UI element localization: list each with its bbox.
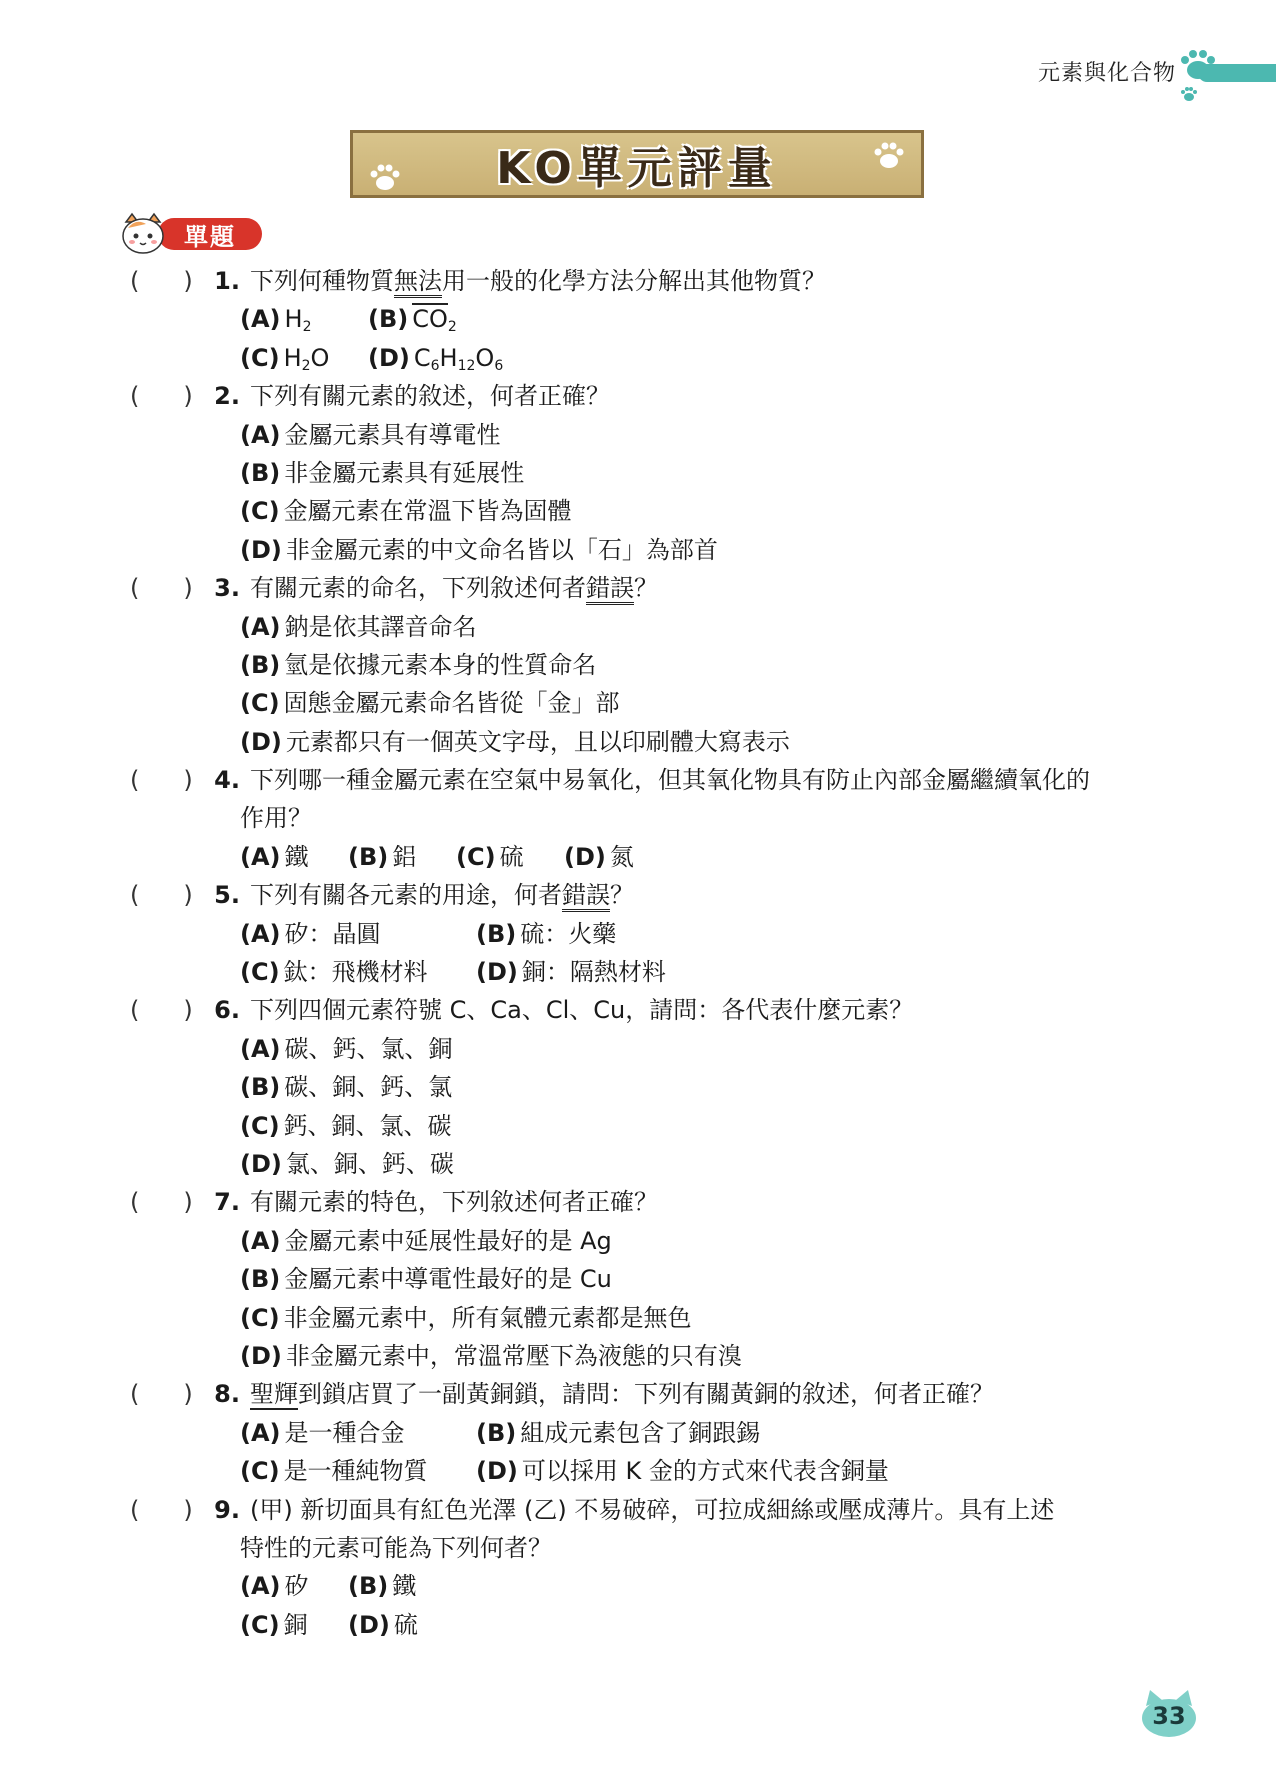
chapter-title: 元素與化合物 bbox=[1037, 61, 1176, 86]
option-a[interactable]: (A) 金屬元素具有導電性 bbox=[240, 420, 501, 449]
question-number: 8. bbox=[214, 1380, 240, 1409]
answer-blank[interactable]: ( ) bbox=[130, 766, 193, 795]
option-b[interactable]: (B) 非金屬元素具有延展性 bbox=[240, 458, 525, 487]
question-number: 3. bbox=[214, 574, 240, 603]
option-d[interactable]: (D) 非金屬元素中，常溫常壓下為液態的只有溴 bbox=[240, 1341, 742, 1370]
option-b[interactable]: (B) 金屬元素中導電性最好的是 Cu bbox=[240, 1265, 612, 1294]
option-b[interactable]: (B) 鋁 bbox=[348, 842, 417, 871]
answer-blank[interactable]: ( ) bbox=[130, 1380, 193, 1409]
option-a[interactable]: (A) 金屬元素中延展性最好的是 Ag bbox=[240, 1226, 612, 1255]
question-text: 下列有關元素的敘述，何者正確？ bbox=[250, 382, 610, 411]
option-b[interactable]: (B) 鐵 bbox=[348, 1572, 417, 1601]
option-d[interactable]: (D) 可以採用 K 金的方式來代表含銅量 bbox=[476, 1457, 889, 1486]
option-a[interactable]: (A) $H_2$ bbox=[240, 305, 312, 336]
question-8 bbox=[130, 1375, 1160, 1490]
question-5 bbox=[130, 876, 1160, 991]
question-text: 下列有關各元素的用途，何者錯誤？ bbox=[250, 876, 1160, 914]
answer-blank[interactable]: ( ) bbox=[130, 1495, 193, 1524]
question-text-continued: 特性的元素可能為下列何者？ bbox=[240, 1533, 552, 1562]
question-9 bbox=[130, 1491, 1160, 1645]
section-tag bbox=[120, 212, 260, 256]
option-b[interactable]: (B) 氫是依據元素本身的性質命名 bbox=[240, 650, 597, 679]
small-paw-print-icon bbox=[1180, 86, 1198, 102]
answer-blank[interactable]: ( ) bbox=[130, 382, 193, 411]
question-number: 2. bbox=[214, 382, 240, 411]
option-c[interactable]: (C) $H_2O$ bbox=[240, 343, 330, 374]
paw-print-icon bbox=[871, 141, 907, 171]
option-b[interactable]: (B) 碳、銅、鈣、氯 bbox=[240, 1073, 453, 1102]
option-a[interactable]: (A) 矽 bbox=[240, 1572, 309, 1601]
option-c[interactable]: (C) 鈦：飛機材料 bbox=[240, 958, 428, 987]
question-text: 下列哪一種金屬元素在空氣中易氧化，但其氧化物具有防止內部金屬繼續氧化的 bbox=[250, 766, 1090, 795]
question-text: 聖輝到鎖店買了一副黃銅鎖，請問：下列有關黃銅的敘述，何者正確？ bbox=[250, 1380, 994, 1409]
question-text: 有關元素的命名，下列敘述何者錯誤？ bbox=[250, 569, 1160, 607]
question-number: 6. bbox=[214, 996, 240, 1025]
question-number: 7. bbox=[214, 1188, 240, 1217]
question-text: 有關元素的特色，下列敘述何者正確？ bbox=[250, 1188, 658, 1217]
option-d[interactable]: (D) 銅：隔熱材料 bbox=[476, 958, 666, 987]
option-b[interactable]: (B) 組成元素包含了銅跟錫 bbox=[476, 1418, 761, 1447]
paw-print-icon bbox=[367, 163, 403, 193]
unit-assessment-banner bbox=[350, 130, 924, 198]
answer-blank[interactable]: ( ) bbox=[130, 996, 193, 1025]
answer-blank[interactable]: ( ) bbox=[130, 267, 193, 295]
question-number: 9. bbox=[214, 1495, 240, 1524]
banner-title: KO單元評量 bbox=[496, 143, 778, 194]
option-c[interactable]: (C) 銅 bbox=[240, 1610, 308, 1639]
question-3 bbox=[130, 569, 1160, 761]
option-d[interactable]: (D) $C_6H_{12}O_6$ bbox=[368, 343, 504, 374]
option-c[interactable]: (C) 非金屬元素中，所有氣體元素都是無色 bbox=[240, 1303, 692, 1332]
question-4 bbox=[130, 761, 1160, 876]
option-a[interactable]: (A) 鐵 bbox=[240, 842, 309, 871]
option-d[interactable]: (D) 氮 bbox=[564, 842, 634, 871]
question-number: 5. bbox=[214, 881, 240, 910]
question-number: 1. bbox=[214, 267, 240, 295]
option-a[interactable]: (A) 是一種合金 bbox=[240, 1418, 405, 1447]
option-c[interactable]: (C) 鈣、銅、氯、碳 bbox=[240, 1111, 452, 1140]
answer-blank[interactable]: ( ) bbox=[130, 881, 193, 910]
option-d[interactable]: (D) 非金屬元素的中文命名皆以「石」為部首 bbox=[240, 535, 718, 564]
answer-blank[interactable]: ( ) bbox=[130, 1188, 193, 1217]
question-number: 4. bbox=[214, 766, 240, 795]
option-d[interactable]: (D) 元素都只有一個英文字母，且以印刷體大寫表示 bbox=[240, 727, 790, 756]
cat-face-icon bbox=[120, 212, 166, 256]
page-number: 33 bbox=[1152, 1702, 1186, 1730]
option-c[interactable]: (C) 金屬元素在常溫下皆為固體 bbox=[240, 497, 572, 526]
option-a[interactable]: (A) 矽：晶圓 bbox=[240, 919, 381, 948]
question-text: 下列何種物質無法用一般的化學方法分解出其他物質？ bbox=[250, 262, 1160, 300]
option-c[interactable]: (C) 固態金屬元素命名皆從「金」部 bbox=[240, 689, 620, 718]
page-number-badge bbox=[1140, 1688, 1198, 1738]
paw-print-icon bbox=[1176, 48, 1220, 82]
question-7 bbox=[130, 1183, 1160, 1375]
option-c[interactable]: (C) 硫 bbox=[456, 842, 524, 871]
question-text: (甲) 新切面具有紅色光澤 (乙) 不易破碎，可拉成細絲或壓成薄片。具有上述 bbox=[250, 1495, 1055, 1524]
option-d[interactable]: (D) 氯、銅、鈣、碳 bbox=[240, 1149, 454, 1178]
question-2 bbox=[130, 377, 1160, 569]
question-1 bbox=[130, 262, 1160, 377]
question-text-continued: 作用？ bbox=[240, 804, 312, 833]
option-d[interactable]: (D) 硫 bbox=[348, 1610, 418, 1639]
answer-blank[interactable]: ( ) bbox=[130, 574, 193, 603]
option-b[interactable]: (B) $CO_2$ bbox=[368, 305, 457, 336]
option-a[interactable]: (A) 碳、鈣、氯、銅 bbox=[240, 1034, 453, 1063]
section-label: 單題 bbox=[158, 218, 262, 250]
question-6 bbox=[130, 991, 1160, 1183]
question-list bbox=[130, 262, 1160, 1644]
option-c[interactable]: (C) 是一種純物質 bbox=[240, 1457, 428, 1486]
question-text: 下列四個元素符號 C、Ca、Cl、Cu，請問：各代表什麼元素？ bbox=[250, 996, 914, 1025]
option-a[interactable]: (A) 鈉是依其譯音命名 bbox=[240, 612, 477, 641]
option-b[interactable]: (B) 硫：火藥 bbox=[476, 919, 617, 948]
